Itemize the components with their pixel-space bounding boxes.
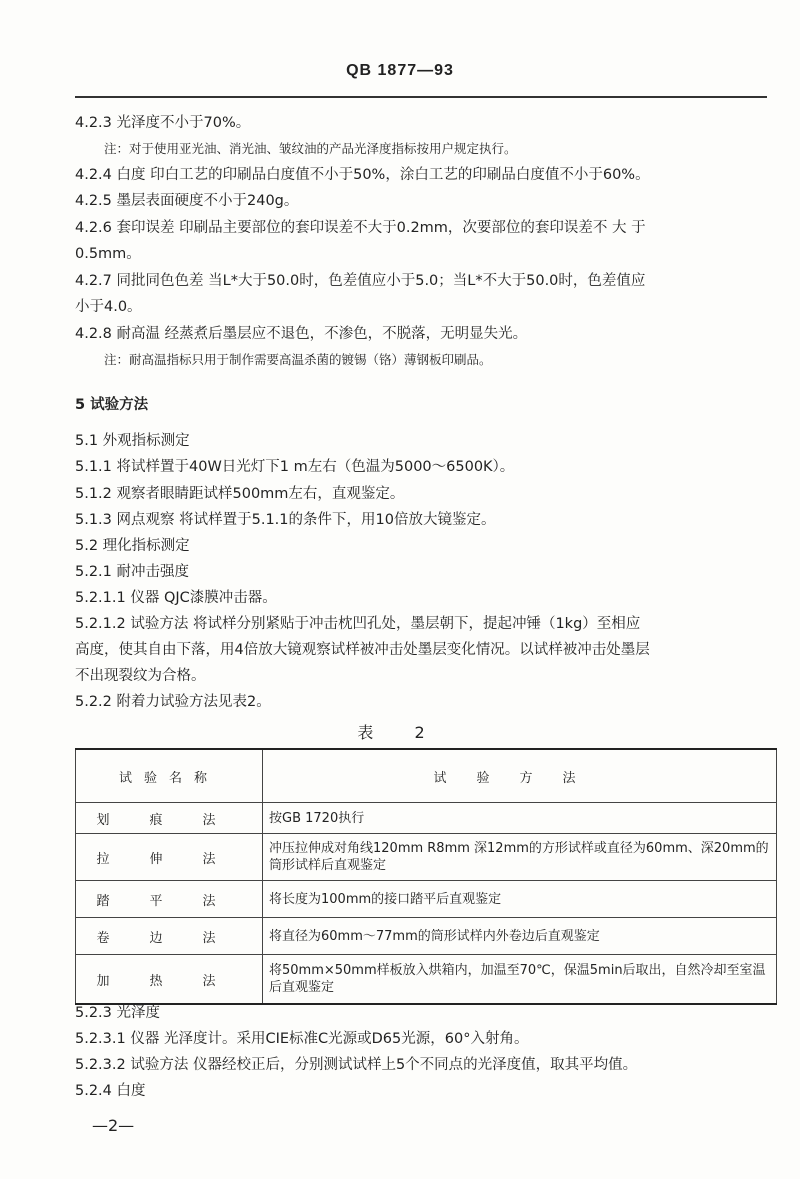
table-cell-name: 卷边法 <box>76 918 263 955</box>
table-header-row <box>76 749 777 803</box>
clause-5-2-1-2-cont2: 不出现裂纹为合格。 <box>75 668 206 684</box>
clause-5-2-1: 5.2.1 耐冲击强度 <box>75 564 190 580</box>
table-title: 表 2 <box>357 723 443 742</box>
clause-5-2-4: 5.2.4 白度 <box>75 1083 146 1099</box>
table-cell-method: 按GB 1720执行 <box>263 803 777 834</box>
clause-5-2-3-1: 5.2.3.1 仪器 光泽度计。采用CIE标准C光源或D65光源，60°入射角。 <box>75 1031 529 1047</box>
table-cell-method: 冲压拉伸成对角线120mm R8mm 深12mm的方形试样或直径为60mm、深20mm的筒形试样后直观鉴定 <box>263 834 777 881</box>
clause-5-1-2: 5.1.2 观察者眼睛距试样500mm左右，直观鉴定。 <box>75 486 405 502</box>
clause-5-2-3-2: 5.2.3.2 试验方法 仪器经校正后，分别测试试样上5个不同点的光泽度值，取其平均值。 <box>75 1057 638 1073</box>
table-header-method: 试验方法 <box>263 749 777 803</box>
table-cell-name: 划痕法 <box>76 803 263 834</box>
table-row <box>76 918 777 955</box>
header-rule <box>75 96 767 98</box>
note-4-2-8: 注：耐高温指标只用于制作需要高温杀菌的镀锡（铬）薄钢板印刷品。 <box>104 352 492 367</box>
table-row <box>76 834 777 881</box>
table-cell-name: 踏平法 <box>76 881 263 918</box>
page-header: QB 1877—93 <box>346 62 454 79</box>
section-5-title: 5 试验方法 <box>75 397 149 413</box>
clause-5-1-1: 5.1.1 将试样置于40W日光灯下1 m左右（色温为5000～6500K）。 <box>75 459 515 475</box>
clause-5-2-1-2-cont1: 高度，使其自由下落，用4倍放大镜观察试样被冲击处墨层变化情况。以试样被冲击处墨层 <box>75 642 650 658</box>
table-header-name: 试验名称 <box>76 749 263 803</box>
table-cell-name: 拉伸法 <box>76 834 263 881</box>
clause-5-2: 5.2 理化指标测定 <box>75 538 190 554</box>
clause-5-2-1-2: 5.2.1.2 试验方法 将试样分别紧贴于冲击枕凹孔处，墨层朝下，提起冲锤（1kg）至相应 <box>75 616 641 632</box>
table-row <box>76 881 777 918</box>
table-row <box>76 955 777 1005</box>
clause-5-2-3: 5.2.3 光泽度 <box>75 1005 161 1021</box>
clause-4-2-5: 4.2.5 墨层表面硬度不小于240g。 <box>75 193 299 209</box>
table-cell-method: 将长度为100mm的接口踏平后直观鉴定 <box>263 881 777 918</box>
clause-4-2-7-cont: 小于4.0。 <box>75 299 142 315</box>
clause-4-2-4: 4.2.4 白度 印白工艺的印刷品白度值不小于50%，涂白工艺的印刷品白度值不小于60%。 <box>75 167 650 183</box>
table-cell-name: 加热法 <box>76 955 263 1005</box>
table-cell-method: 将50mm×50mm样板放入烘箱内，加温至70℃，保温5min后取出，自然冷却至室温后直观鉴定 <box>263 955 777 1005</box>
clause-4-2-7: 4.2.7 同批同色色差 当L*大于50.0时，色差值应小于5.0；当L*不大于50.0时，色差值应 <box>75 273 646 289</box>
clause-4-2-3: 4.2.3 光泽度不小于70%。 <box>75 115 251 131</box>
note-4-2-3: 注：对于使用亚光油、消光油、皱纹油的产品光泽度指标按用户规定执行。 <box>104 141 517 156</box>
clause-5-2-1-1: 5.2.1.1 仪器 QJC漆膜冲击器。 <box>75 590 277 606</box>
clause-5-2-2: 5.2.2 附着力试验方法见表2。 <box>75 694 271 710</box>
clause-5-1-3: 5.1.3 网点观察 将试样置于5.1.1的条件下，用10倍放大镜鉴定。 <box>75 512 496 528</box>
table-cell-method: 将直径为60mm～77mm的筒形试样内外卷边后直观鉴定 <box>263 918 777 955</box>
table-row <box>76 803 777 834</box>
page-number: —2— <box>92 1116 135 1135</box>
clause-4-2-6: 4.2.6 套印误差 印刷品主要部位的套印误差不大于0.2mm，次要部位的套印误差不 大 于 <box>75 220 646 236</box>
clause-4-2-8: 4.2.8 耐高温 经蒸煮后墨层应不退色，不渗色，不脱落，无明显失光。 <box>75 326 528 342</box>
clause-5-1: 5.1 外观指标测定 <box>75 433 190 449</box>
clause-4-2-6-cont: 0.5mm。 <box>75 246 141 262</box>
table-2 <box>75 748 777 1005</box>
